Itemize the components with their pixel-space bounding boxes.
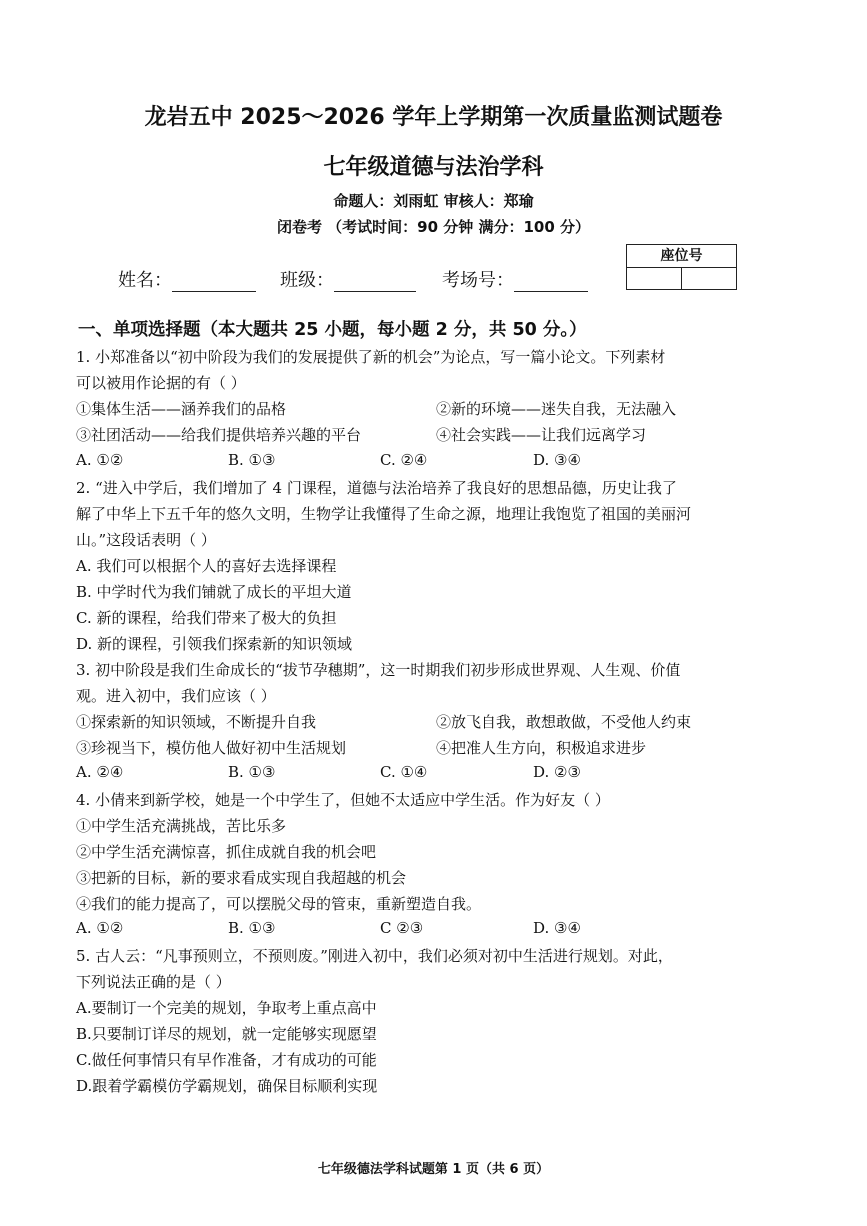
q2-stem-line2: 解了中华上下五千年的悠久文明，生物学让我懂得了生命之源，地理让我饱览了祖国的美丽河: [76, 505, 692, 523]
q4-item-3: ③把新的目标，新的要求看成实现自我超越的机会: [76, 869, 407, 887]
q3-stem-line1: 3. 初中阶段是我们生命成长的“拔节孕穗期”，这一时期我们初步形成世界观、人生观、价值: [76, 661, 681, 679]
q5-option-d: D.跟着学霸模仿学霸规划，确保目标顺利实现: [76, 1077, 378, 1095]
seat-number-cells: [627, 268, 736, 290]
q5-option-b: B.只要制订详尽的规划，就一定能够实现愿望: [76, 1025, 377, 1043]
q1-option-d: D. ③④: [533, 451, 581, 469]
page-footer: 七年级德法学科试题第 1 页（共 6 页）: [317, 1162, 550, 1177]
exam-title: 龙岩五中 2025～2026 学年上学期第一次质量监测试题卷: [144, 105, 723, 130]
q1-stem-line2: 可以被用作论据的有（ ）: [76, 374, 246, 392]
q4-option-d: D. ③④: [533, 919, 581, 937]
exam-info: 闭卷考 （考试时间：90 分钟 满分：100 分）: [276, 218, 591, 236]
room-label: 考场号：: [442, 270, 514, 291]
room-field: [442, 266, 588, 292]
q4-stem-line1: 4. 小倩来到新学校，她是一个中学生了，但她不太适应中学生活。作为好友（ ）: [76, 791, 610, 809]
q4-option-c: C ②③: [380, 919, 424, 937]
q5-stem-line1: 5. 古人云：“凡事预则立，不预则废。”刚进入初中，我们必须对初中生活进行规划。对此，: [76, 947, 673, 965]
q5-option-c: C.做任何事情只有早作准备，才有成功的可能: [76, 1051, 377, 1069]
q1-item-3: ③社团活动——给我们提供培养兴趣的平台: [76, 426, 362, 444]
q1-option-c: C. ②④: [380, 451, 428, 469]
q4-option-b: B. ①③: [228, 919, 276, 937]
q1-item-4: ④社会实践——让我们远离学习: [436, 426, 647, 444]
authors-line: 命题人：刘雨虹 审核人：郑瑜: [333, 192, 534, 210]
q4-option-a: A. ①②: [76, 919, 124, 937]
q1-item-1: ①集体生活——涵养我们的品格: [76, 400, 287, 418]
room-blank: [514, 273, 588, 292]
q3-item-2: ②放飞自我，敢想敢做，不受他人约束: [436, 713, 692, 731]
seat-cell-1: [627, 268, 681, 290]
q2-option-c: C. 新的课程，给我们带来了极大的负担: [76, 609, 337, 627]
q2-option-a: A. 我们可以根据个人的喜好去选择课程: [76, 557, 337, 575]
name-label: 姓名：: [118, 270, 172, 291]
q4-item-1: ①中学生活充满挑战，苦比乐多: [76, 817, 287, 835]
q1-option-b: B. ①③: [228, 451, 276, 469]
q3-item-4: ④把准人生方向，积极追求进步: [436, 739, 647, 757]
class-label: 班级：: [280, 270, 334, 291]
q2-option-b: B. 中学时代为我们铺就了成长的平坦大道: [76, 583, 352, 601]
q2-stem-line1: 2. “进入中学后，我们增加了 4 门课程，道德与法治培养了我良好的思想品德，历史让我了: [76, 479, 677, 497]
seat-number-label: 座位号: [627, 245, 736, 268]
q3-item-3: ③珍视当下，模仿他人做好初中生活规划: [76, 739, 347, 757]
subject-title: 七年级道德与法治学科: [323, 155, 544, 180]
q4-item-4: ④我们的能力提高了，可以摆脱父母的管束，重新塑造自我。: [76, 895, 482, 913]
seat-cell-2: [681, 268, 736, 290]
q3-option-d: D. ②③: [533, 763, 581, 781]
q4-item-2: ②中学生活充满惊喜，抓住成就自我的机会吧: [76, 843, 377, 861]
q5-option-a: A.要制订一个完美的规划，争取考上重点高中: [76, 999, 377, 1017]
class-field: [280, 266, 416, 292]
name-field: [118, 266, 256, 292]
q3-option-b: B. ①③: [228, 763, 276, 781]
q2-stem-line3: 山。”这段话表明（ ）: [76, 531, 216, 549]
q3-option-a: A. ②④: [76, 763, 124, 781]
q2-option-d: D. 新的课程，引领我们探索新的知识领域: [76, 635, 353, 653]
q1-stem-line1: 1. 小郑准备以“初中阶段为我们的发展提供了新的机会”为论点，写一篇小论文。下列素材: [76, 348, 666, 366]
section-title: 一、单项选择题（本大题共 25 小题，每小题 2 分，共 50 分。）: [78, 320, 587, 340]
class-blank: [334, 273, 416, 292]
q1-item-2: ②新的环境——迷失自我，无法融入: [436, 400, 677, 418]
q3-stem-line2: 观。进入初中，我们应该（ ）: [76, 687, 276, 705]
q1-option-a: A. ①②: [76, 451, 124, 469]
seat-number-box: [626, 244, 737, 290]
q5-stem-line2: 下列说法正确的是（ ）: [76, 973, 231, 991]
name-blank: [172, 273, 256, 292]
q3-item-1: ①探索新的知识领域，不断提升自我: [76, 713, 317, 731]
q3-option-c: C. ①④: [380, 763, 428, 781]
